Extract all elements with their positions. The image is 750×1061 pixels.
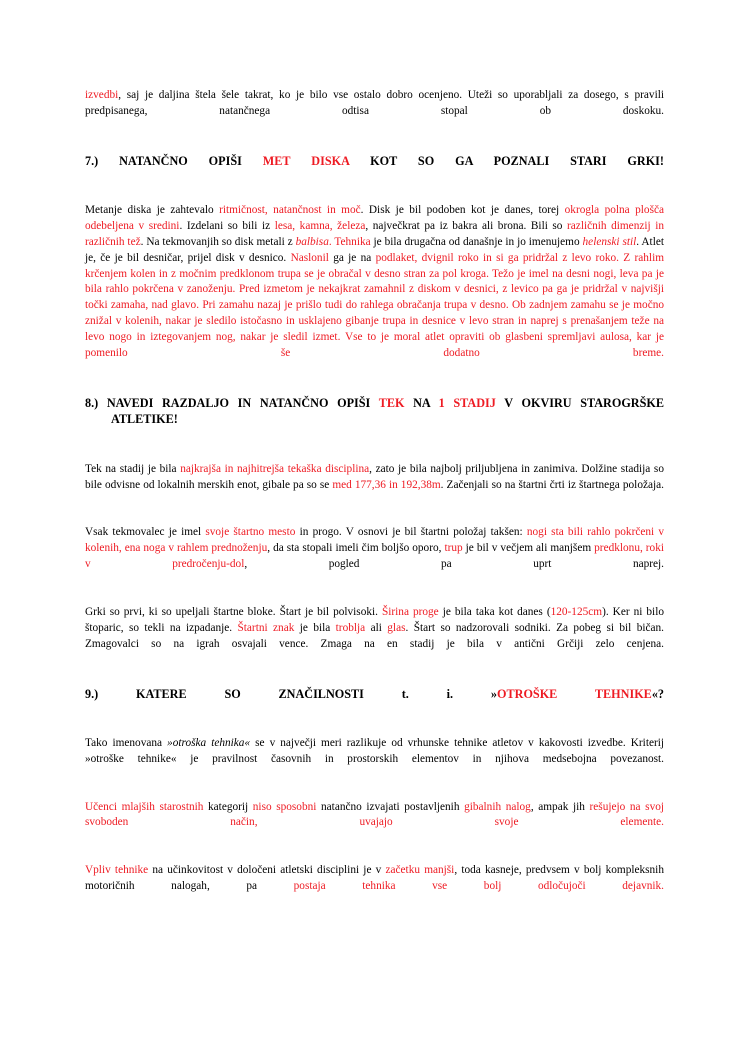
- spacer: [85, 719, 664, 736]
- text-run: TEK: [378, 395, 405, 410]
- text-run: helenski stil: [582, 235, 637, 248]
- text-run: Vpliv tehnike: [85, 864, 149, 877]
- heading-question-9: 9.) KATERE SO ZNAČILNOSTI t. i. »OTROŠKE TEHNIKE«?: [85, 686, 665, 701]
- text-run: 120-125cm: [550, 606, 603, 618]
- text-run: 1 STADIJ: [438, 395, 496, 410]
- text-run: Učenci mlajših starostnih: [85, 800, 204, 813]
- paragraph-answer-7: Metanje diska je zahtevalo ritmičnost, natančnost in moč. Disk je bil podoben kot je danes, torej okrogla polna plošča odebeljena v sredini. Izdelani so bili iz lesa, kamna, železa, največkrat pa iz bakra ali brona. Bili so različnih dimenzij in različnih tež. Na tekmovanjih so disk metali z balbisa. Tehnika je bila drugačna od današnje in jo imenujemo helenski stil. Atlet je, če je bil desničar, prijel disk v desnico. Naslonil ga je na podlaket, dvignil roko in si ga pridržal z levo roko. Z rahlim krčenjem kolen in z močnim predklonom trupa se je obračal v desno stran za pol kroga. Težo je imel na desni nogi, leva pa je bila rahlo pokrčena v zanoženju. Pred izmetom je nekajkrat zamahnil z diskom v desnici, z levico pa ga je pridržal v najvišji točki zamaha, nad glavo. Pri zamahu nazaj je prišlo tudi do rahlega obračanja trupa v desno. Ob zadnjem zamahu se je močno znižal v kolenih, nakar je sledilo istočasno in usklajeno gibanje trupa in desnice v levo stran in naprej s prenašanjem teže na levo nogo in iztegovanjem nog, nakar je sledil izmet. Vse to je moral atlet opraviti ob glasbeni spremljavi aulosa, kar je pomenilo še dodatno breme.: [85, 203, 665, 360]
- text-run: trup: [444, 542, 463, 555]
- spacer: [85, 784, 664, 800]
- text-run: MET DISKA: [262, 153, 350, 168]
- text-run: niso sposobni: [252, 800, 317, 813]
- text-run: OTROŠKE TEHNIKE: [497, 686, 652, 701]
- paragraph-answer-8b: Vsak tekmovalec je imel svoje štartno mesto in progo. V osnovi je bil štartni položaj takšen: nogi sta bili rahlo pokrčeni v kolenih, ena noga v rahlem prednoženju, da sta stopali imeli čim boljšo oporo, trup je bil v večjem ali manjšem predklonu, roki v predročenju-dol, pogled pa uprt naprej.: [85, 526, 665, 571]
- text-run: okrogla polna plošča odebeljena v sredini: [85, 203, 665, 232]
- text-run: balbisa: [295, 235, 329, 248]
- text-run: začetku manjši: [385, 864, 455, 877]
- spacer: [85, 509, 664, 525]
- text-run: nogi sta bili rahlo pokrčeni v kolenih, ena noga v rahlem prednoženju: [85, 526, 665, 555]
- paragraph-answer-8a: Tek na stadij je bila najkrajša in najhitrejša tekaška disciplina, zato je bila najbolj priljubljena in zanimiva. Dolžine stadija so bile odvisne od lokalnih merskih enot, gibale pa so se med 177,36 in 192,38m. Začenjali so na štartni črti iz štartnega položaja.: [85, 462, 664, 491]
- text-run: podlaket, dvignil roko in si ga pridržal z levo roko. Z rahlim krčenjem kolen in z močnim predklonom trupa se je obračal v desno stran za pol kroga. Težo je imel na desni nogi, leva pa je bila rahlo pokrčena v zanoženju. Pred izmetom je nekajkrat zamahnil z diskom v desnici, z levico pa ga je pridržal v najvišji točki zamaha, nad glavo. Pri zamahu nazaj je prišlo tudi do rahlega obračanja trupa v desno. Ob zadnjem zamahu se je močno znižal v kolenih, nakar je sledilo istočasno in usklajeno gibanje trupa in desnice v levo stran in naprej s prenašanjem teže na levo nogo in iztegovanjem nog, nakar je sledil izmet. Vse to je moral atlet opraviti ob glasbeni spremljavi aulosa, kar je pomenilo še dodatno breme.: [85, 251, 664, 360]
- text-run: glas: [387, 621, 406, 634]
- spacer: [85, 445, 664, 462]
- spacer: [85, 589, 664, 605]
- spacer: [85, 847, 664, 863]
- spacer: [85, 669, 664, 686]
- paragraph-answer-9c: Vpliv tehnike na učinkovitost v določeni atletski disciplini je v začetku manjši, toda kasneje, predvsem v bolj kompleksnih motoričnih nalogah, pa postaja tehnika vse bolj odločujoči dejavnik.: [85, 864, 664, 893]
- heading-question-8: 8.) NAVEDI RAZDALJO IN NATANČNO OPIŠI TEK NA 1 STADIJ V OKVIRU STAROGRŠKE ATLETIKE!: [85, 395, 664, 427]
- spacer: [85, 136, 664, 153]
- document-body: [85, 88, 664, 911]
- text-run: izvedbi: [85, 89, 119, 101]
- spacer: [85, 378, 664, 395]
- paragraph-answer-8c: Grki so prvi, ki so upeljali štartne bloke. Štart je bil polvisoki. Širina proge je bila taka kot danes (120-125cm). Ker ni bilo štoparic, so tekli na izpadanje. Štartni znak je bila troblja ali glas. Štart so nadzorovali sodniki. Za pobeg si bil bičan. Zmagovalci so na igrah osvajali vence. Zmaga na en stadij je bila v antični Grčiji zelo cenjena.: [85, 606, 664, 650]
- paragraph-intro: izvedbi, saj je daljina štela šele takrat, ko je bilo vse ostalo dobro ocenjeno. Uteži so uporabljali za dosego, s pravili predpisanega, natančnega odtisa stopal ob doskoku.: [85, 89, 664, 117]
- heading-question-7: 7.) NATANČNO OPIŠI MET DISKA KOT SO GA POZNALI STARI GRKI!: [85, 153, 664, 168]
- paragraph-answer-9a: Tako imenovana »otroška tehnika« se v največji meri razlikuje od vrhunske tehnike atletov v kakovosti izvedbe. Kriterij »otroške tehnike« je pravilnost časovnih in prostorskih elementov in njihova medsebojna povezanost.: [85, 736, 665, 765]
- text-run: ritmičnost, natančnost in moč: [219, 203, 361, 216]
- text-run: »otroška tehnika«: [167, 736, 251, 749]
- text-run: Štartni znak: [237, 621, 295, 634]
- paragraph-answer-9b: Učenci mlajših starostnih kategorij niso sposobni natančno izvajati postavljenih gibalnih nalog, ampak jih rešujejo na svoj svoboden način, uvajajo svoje elemente.: [85, 800, 665, 829]
- text-run: najkrajša in najhitrejša tekaška disciplina: [180, 462, 370, 475]
- text-run: predklonu, roki v predročenju-dol: [85, 542, 664, 571]
- text-run: .: [328, 235, 335, 248]
- text-run: rešujejo na svoj svoboden način, uvajajo svoje elemente.: [85, 800, 665, 829]
- text-run: svoje štartno mesto: [205, 526, 296, 539]
- text-run: Širina proge: [381, 606, 439, 618]
- text-run: Naslonil: [290, 251, 329, 264]
- text-run: gibalnih nalog: [464, 800, 531, 813]
- text-run: lesa, kamna, železa: [274, 219, 366, 232]
- text-run: Tehnika: [334, 235, 371, 248]
- text-run: različnih dimenzij in različnih tež: [85, 219, 664, 248]
- text-run: postaja tehnika vse bolj odločujoči dejavnik.: [293, 880, 664, 893]
- text-run: med 177,36 in 192,38m: [332, 478, 441, 491]
- spacer: [85, 186, 664, 203]
- text-run: troblja: [335, 621, 366, 634]
